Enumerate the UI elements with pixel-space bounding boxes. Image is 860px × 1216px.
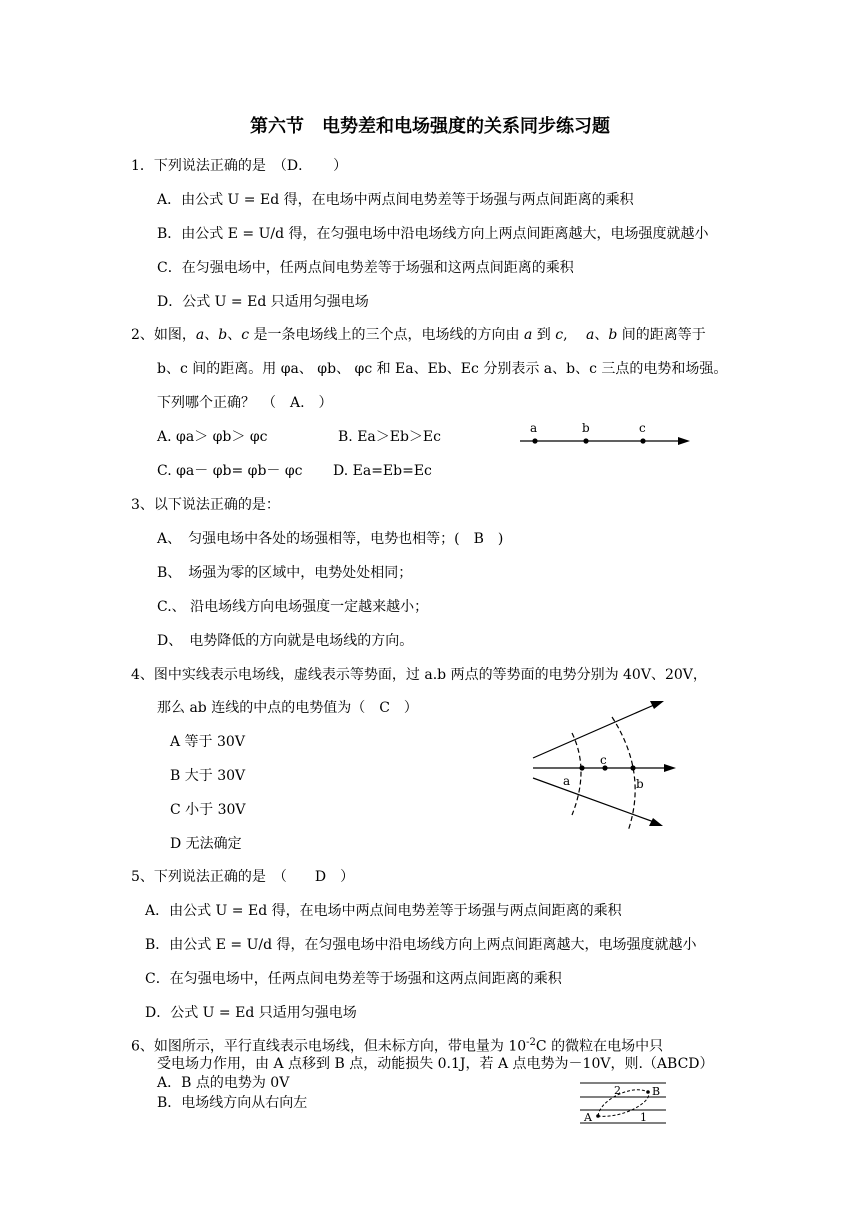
q6-line-2: 受电场力作用，由 A 点移到 B 点，动能损失 0.1J，若 A 点电势为－10V，则.（ABCD） — [157, 1056, 714, 1072]
q2-option-a: A. φa＞ φb＞ φc — [157, 429, 268, 445]
q2-text: 、 — [204, 327, 219, 343]
q6-option-b: B．电场线方向从右向左 — [157, 1095, 308, 1111]
q2-text: 、 — [227, 327, 242, 343]
q2-option-b: B. Ea＞Eb＞Ec — [338, 429, 441, 445]
q4-option-d: D 无法确定 — [170, 836, 242, 852]
q4-option-b: B 大于 30V — [170, 768, 246, 784]
q3-option-c: C.、 沿电场线方向电场强度一定越来越小； — [157, 599, 429, 615]
q2-var: a — [586, 327, 595, 343]
q6-label-1: 1 — [640, 1111, 647, 1124]
q4-option-c: C 小于 30V — [170, 802, 246, 818]
q4-field-figure — [528, 695, 688, 835]
q2-var: a — [524, 327, 533, 343]
q5-option-a: A．由公式 U = Ed 得，在电场中两点间电势差等于场强与两点间距离的乘积 — [145, 903, 622, 919]
q2-text: 间的距离等于 — [617, 327, 706, 343]
q1-option-d: D．公式 U = Ed 只适用匀强电场 — [157, 294, 369, 310]
q4-line-1: 4、图中实线表示电场线，虚线表示等势面，过 a.b 两点的等势面的电势分别为 40V、20V， — [131, 667, 707, 683]
q6-line-1 — [131, 1034, 663, 1056]
q6-option-a: A．B 点的电势为 0V — [157, 1075, 290, 1091]
q3-option-a: A、 匀强电场中各处的场强相等，电势也相等；( B ) — [157, 531, 504, 547]
q5-stem: 5、下列说法正确的是 （ D ） — [131, 869, 355, 885]
q6-exponent: -2 — [526, 1037, 536, 1048]
q5-option-c: C．在匀强电场中，任两点间电势差等于场强和这两点间距离的乘积 — [145, 971, 562, 987]
q5-option-b: B．由公式 E = U/d 得，在匀强电场中沿电场线方向上两点间距离越大，电场强度就越小 — [145, 937, 697, 953]
q1-option-a: A．由公式 U = Ed 得，在电场中两点间电势差等于场强与两点间距离的乘积 — [157, 192, 634, 208]
q2-var: b — [608, 327, 618, 343]
q3-stem: 3、以下说法正确的是： — [131, 497, 280, 513]
q2-text: 、 — [594, 327, 609, 343]
q2-line-3: 下列哪个正确？ （ A. ） — [157, 395, 333, 411]
q2-var: b — [218, 327, 228, 343]
q2-var: c — [555, 327, 564, 343]
q4-label-b: b — [636, 777, 644, 791]
q3-option-b: B、 场强为零的区域中，电势处处相同； — [157, 565, 413, 581]
q5-option-d: D．公式 U = Ed 只适用匀强电场 — [145, 1005, 357, 1021]
q6-text: 6、如图所示，平行直线表示电场线，但未标方向，带电量为 10 — [131, 1038, 527, 1055]
q3-option-d: D、 电势降低的方向就是电场线的方向。 — [157, 633, 414, 649]
q2-text: 2、如图， — [131, 327, 196, 343]
q6-field-figure — [578, 1079, 670, 1125]
q1-stem: 1．下列说法正确的是 （D． ） — [131, 158, 348, 174]
q2-line-1 — [131, 326, 706, 344]
q4-label-c: c — [600, 753, 607, 767]
q2-var: a — [195, 327, 205, 343]
q4-option-a: A 等于 30V — [170, 734, 245, 750]
q2-text: 到 — [532, 327, 556, 343]
q2-option-c: C. φa－ φb= φb－ φc — [157, 463, 303, 479]
q2-label-b: b — [582, 421, 590, 435]
q2-option-d: D. Ea=Eb=Ec — [333, 463, 432, 479]
q6-label-a: A — [584, 1111, 592, 1124]
q4-label-a: a — [563, 774, 571, 788]
q6-text: C 的微粒在电场中只 — [535, 1038, 664, 1055]
q6-label-b: B — [652, 1085, 661, 1098]
q6-label-2: 2 — [614, 1084, 621, 1097]
q2-text: , — [563, 327, 587, 343]
page-title: 第六节 电势差和电场强度的关系同步练习题 — [250, 116, 610, 137]
q2-text: 是一条电场线上的三个点，电场线的方向由 — [249, 327, 524, 343]
q4-line-2: 那么 ab 连线的中点的电势值为（ C ） — [157, 700, 418, 716]
q2-label-a: a — [530, 421, 538, 435]
q1-option-b: B．由公式 E = U/d 得，在匀强电场中沿电场线方向上两点间距离越大，电场强度就越小 — [157, 226, 709, 242]
q2-var: c — [241, 327, 250, 343]
q2-line-2: b、c 间的距离。用 φa、 φb、 φc 和 Ea、Eb、Ec 分别表示 a、b、c 三点的电势和场强。 — [157, 361, 728, 377]
q2-field-line-figure — [515, 418, 695, 452]
q1-option-c: C．在匀强电场中，任两点间电势差等于场强和这两点间距离的乘积 — [157, 260, 574, 276]
q2-label-c: c — [639, 421, 646, 435]
